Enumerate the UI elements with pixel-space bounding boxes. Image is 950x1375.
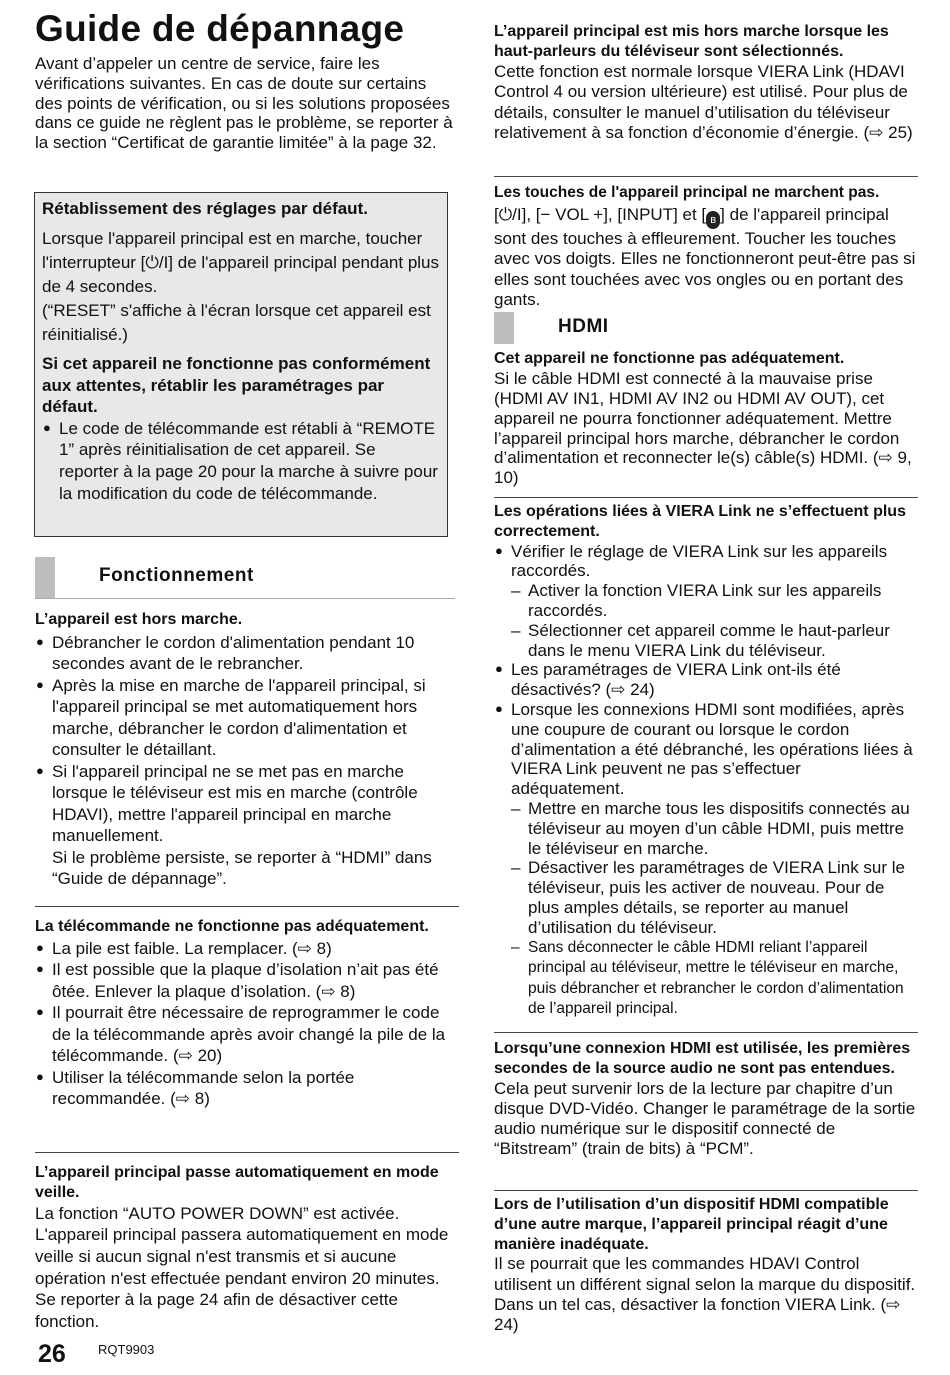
q-hdmi4-heading: Lors de l’utilisation d’un dispositif HDMI compatible d’une autre marque, l’appareil principal réagit d’une manière inadéquate. [494,1196,889,1253]
q-touch-heading: Les touches de l'appareil principal ne marchent pas. [494,184,880,201]
q-hdmi2-b3: ● Lorsque les connexions HDMI sont modifiées, après une coupure de courant ou lorsque le cordon d’alimentation a été débranché, les opérations liées à VIERA Link peuvent ne pas s’effectuer adéquatement. [494,700,918,799]
q-hdmi2-b2: ● Les paramétrages de VIERA Link ont-ils été désactivés? (⇨ 24) [494,660,918,700]
q-hdmi2-b3-d1: – Mettre en marche tous les dispositifs connectés au téléviseur au moyen d’un câble HDMI, puis mettre le téléviseur en marche. [511,799,918,858]
divider [494,176,918,177]
q-hdmi2-b1-d2: – Sélectionner cet appareil comme le haut-parleur dans le menu VIERA Link du téléviseur. [511,621,918,661]
q-off-b1: ● Débrancher le cordon d'alimentation pendant 10 secondes avant de le rebrancher. [35,632,455,675]
q-remote-b4: ● Utiliser la télécommande selon la portée recommandée. (⇨ 8) [35,1067,455,1110]
section-bar [35,557,55,599]
q-remote-b2: ● Il est possible que la plaque d’isolation n’ait pas été ôtée. Enlever la plaque d’isolation. (⇨ 8) [35,959,455,1002]
q-hdmi3 [494,1039,918,1159]
q-touch-text-post: ] de l'appareil principal sont des touches à effleurement. Toucher les touches avec vos doigts. Elles ne fonctionneront peut-être pas si elles sont touchées avec vos ongles ou en portant des gants. [494,204,916,310]
page-number: 26 [38,1340,66,1368]
reset-box [34,192,448,537]
q-touch-text-pre: [⏻/I], [− VOL +], [INPUT] et [ [494,204,707,224]
q-remote-b3: ● Il pourrait être nécessaire de reprogrammer le code de la télécommande après avoir changé la pile de la télécommande. (⇨ 20) [35,1002,455,1067]
q-off-heading: L’appareil est hors marche. [35,611,243,628]
q-off-b3: ● Si l'appareil principal ne se met pas en marche lorsque le téléviseur est mis en marche (contrôle HDAVI), mettre l'appareil principal en marche manuellement. [35,761,455,847]
q-off-b2: ● Après la mise en marche de l'appareil principal, si l'appareil principal se met automatiquement hors marche, débrancher le cordon d'alimentation et consulter le détaillant. [35,675,455,761]
q-standby-text: La fonction “AUTO POWER DOWN” est activée. L'appareil principal passera automatiquement en mode veille si aucun signal n'est transmis et si aucune opération n'est effectuée pendant environ 20 minutes. Se reporter à la page 24 afin de désactiver cette fonction. [35,1203,449,1332]
section-title: HDMI [558,316,609,337]
q-standby-heading: L’appareil principal passe automatiquement en mode veille. [35,1164,439,1201]
q-speakers-text: Cette fonction est normale lorsque VIERA Link (HDAVI Control 4 ou version ultérieure) est utilisé. Pour plus de détails, consulter le manuel d’utilisation du téléviseur relativement à sa fonction d’économie d’énergie. (⇨ 25) [494,61,913,143]
q-speakers-heading: L’appareil principal est mis hors marche lorsque les haut-parleurs du téléviseur sont sélectionnés. [494,23,889,60]
reset-heading: Rétablissement des réglages par défaut. [42,199,368,218]
q-remote [35,917,455,1110]
q-hdmi4-text: Il se pourrait que les commandes HDAVI Control utilisent un différent signal selon la marque du dispositif. Dans un tel cas, désactiver la fonction VIERA Link. (⇨ 24) [494,1254,916,1334]
q-hdmi2-heading: Les opérations liées à VIERA Link ne s’effectuent plus correctement. [494,503,906,540]
divider [494,1190,918,1191]
q-touch [494,183,918,311]
divider [494,497,918,498]
q-remote-b1: ● La pile est faible. La remplacer. (⇨ 8) [35,938,455,960]
section-fonctionnement [35,557,455,599]
section-title: Fonctionnement [99,565,254,586]
q-touch-text [494,205,918,311]
intro-text: Avant d’appeler un centre de service, faire les vérifications suivantes. En cas de doute sur certains des points de vérification, ou si les solutions proposées dans ce guide ne règlent pas le problème, se reporter à la section “Certificat de garantie limitée” à la page 32. [35,54,453,153]
q-off [35,610,455,890]
q-standby [35,1163,457,1333]
document-code: RQT9903 [98,1342,155,1357]
q-hdmi3-text: Cela peut survenir lors de la lecture par chapitre d’un disque DVD-Vidéo. Changer le paramétrage de la sortie audio numérique sur le dispositif connecté de “Bitstream” (train de bits) à “PCM”. [494,1078,916,1159]
bluetooth-icon: ʙ [706,211,720,229]
reset-line2: (“RESET” s'affiche à l'écran lorsque cet appareil est réinitialisé.) [42,301,431,344]
q-hdmi2 [494,502,918,1020]
page-title: Guide de dépannage [35,8,405,49]
q-remote-heading: La télécommande ne fonctionne pas adéquatement. [35,918,429,935]
q-hdmi2-b1-d1: – Activer la fonction VIERA Link sur les appareils raccordés. [511,581,918,621]
q-hdmi2-b3-d2: – Désactiver les paramétrages de VIERA Link sur le téléviseur, puis les activer de nouveau. Pour de plus amples détails, se reporter au manuel d’utilisation du téléviseur. [511,858,918,937]
q-speakers [494,22,918,144]
section-hdmi [494,312,918,344]
divider [35,1152,459,1153]
reset-line1: Lorsque l'appareil principal est en marche, toucher l'interrupteur [⏻/I] de l'appareil principal pendant plus de 4 secondes. [42,229,440,296]
reset-subheading: Si cet appareil ne fonctionne pas conformément aux attentes, rétablir les paramétrages par défaut. [42,354,431,416]
divider [35,906,459,907]
divider [494,1032,918,1033]
q-hdmi1 [494,349,918,488]
q-hdmi3-heading: Lorsqu’une connexion HDMI est utilisée, les premières secondes de la source audio ne sont pas entendues. [494,1040,911,1077]
reset-bullet: ● Le code de télécommande est rétabli à “REMOTE 1” après réinitialisation de cet appareil. Se reporter à la page 20 pour la marche à suivre pour la modification du code de télécommande. [42,418,439,505]
q-hdmi2-b1: ● Vérifier le réglage de VIERA Link sur les appareils raccordés. [494,542,918,582]
q-hdmi4 [494,1195,918,1335]
q-hdmi1-text: Si le câble HDMI est connecté à la mauvaise prise (HDMI AV IN1, HDMI AV IN2 ou HDMI AV OUT), cet appareil ne pourra fonctionner adéquatement. Mettre l’appareil principal hors marche, débrancher le cordon d’alimentation et reconnecter le(s) câble(s) HDMI. (⇨ 9, 10) [494,368,912,488]
section-bar [494,312,514,344]
q-off-b3-extra: Si le problème persiste, se reporter à “HDMI” dans “Guide de dépannage”. [52,847,432,889]
section-rule [35,598,455,599]
q-hdmi2-b3-d3: – Sans déconnecter le câble HDMI reliant l’appareil principal au téléviseur, mettre le téléviseur en marche, puis débrancher et rebrancher le cordon d’alimentation de l’appareil principal. [511,938,918,1020]
q-hdmi1-heading: Cet appareil ne fonctionne pas adéquatement. [494,350,845,367]
